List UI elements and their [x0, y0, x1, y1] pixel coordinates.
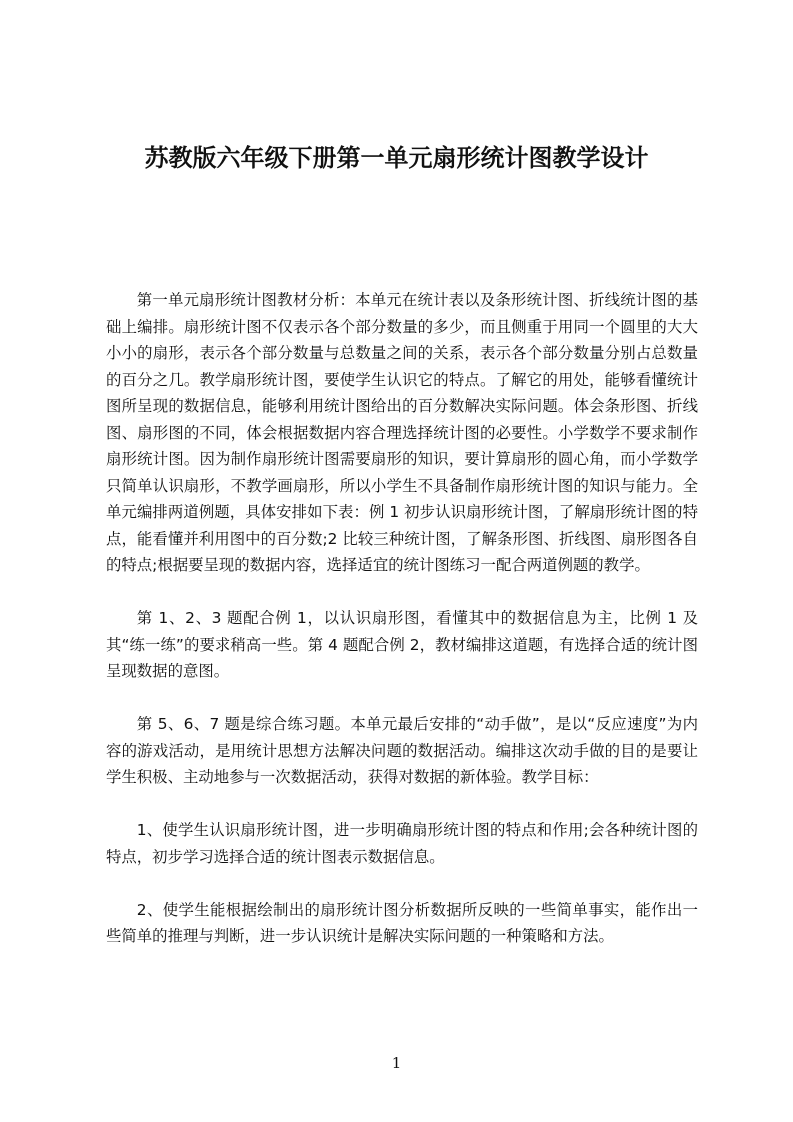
page-number: 1	[391, 1054, 402, 1072]
paragraph-exercises-1-4: 第 1、2、3 题配合例 1，以认识扇形图，看懂其中的数据信息为主，比例 1 及其“练一练”的要求稍高一些。第 4 题配合例 2，教材编排这道题，有选择合适的统计图呈现数据的意图。	[106, 609, 698, 680]
document-title: 苏教版六年级下册第一单元扇形统计图教学设计	[144, 144, 649, 172]
document-body	[106, 287, 698, 976]
paragraph-goal-1: 1、使学生认识扇形统计图，进一步明确扇形统计图的特点和作用;会各种统计图的特点，初步学习选择合适的统计图表示数据信息。	[106, 821, 698, 866]
paragraph-goal-2: 2、使学生能根据绘制出的扇形统计图分析数据所反映的一些简单事实，能作出一些简单的推理与判断，进一步认识统计是解决实际问题的一种策略和方法。	[106, 900, 698, 945]
paragraph-textbook-analysis: 第一单元扇形统计图教材分析：本单元在统计表以及条形统计图、折线统计图的基础上编排。扇形统计图不仅表示各个部分数量的多少，而且侧重于用同一个圆里的大大小小的扇形，表示各个部分数量与总数量之间的关系，表示各个部分数量分别占总数量的百分之几。教学扇形统计图，要使学生认识它的特点。了解它的用处，能够看懂统计图所呈现的数据信息，能够利用统计图给出的百分数解决实际问题。体会条形图、折线图、扇形图的不同，体会根据数据内容合理选择统计图的必要性。小学数学不要求制作扇形统计图。因为制作扇形统计图需要扇形的知识，要计算扇形的圆心角，而小学数学只简单认识扇形，不教学画扇形，所以小学生不具备制作扇形统计图的知识与能力。全单元编排两道例题，具体安排如下表：例 1 初步认识扇形统计图，了解扇形统计图的特点，能看懂并利用图中的百分数;2 比较三种统计图，了解条形图、折线图、扇形图各自的特点;根据要呈现的数据内容，选择适宜的统计图练习一配合两道例题的教学。	[106, 291, 698, 574]
paragraph-exercises-5-7: 第 5、6、7 题是综合练习题。本单元最后安排的“动手做”，是以“反应速度”为内容的游戏活动，是用统计思想方法解决问题的数据活动。编排这次动手做的目的是要让学生积极、主动地参与一次数据活动，获得对数据的新体验。教学目标：	[106, 715, 698, 786]
